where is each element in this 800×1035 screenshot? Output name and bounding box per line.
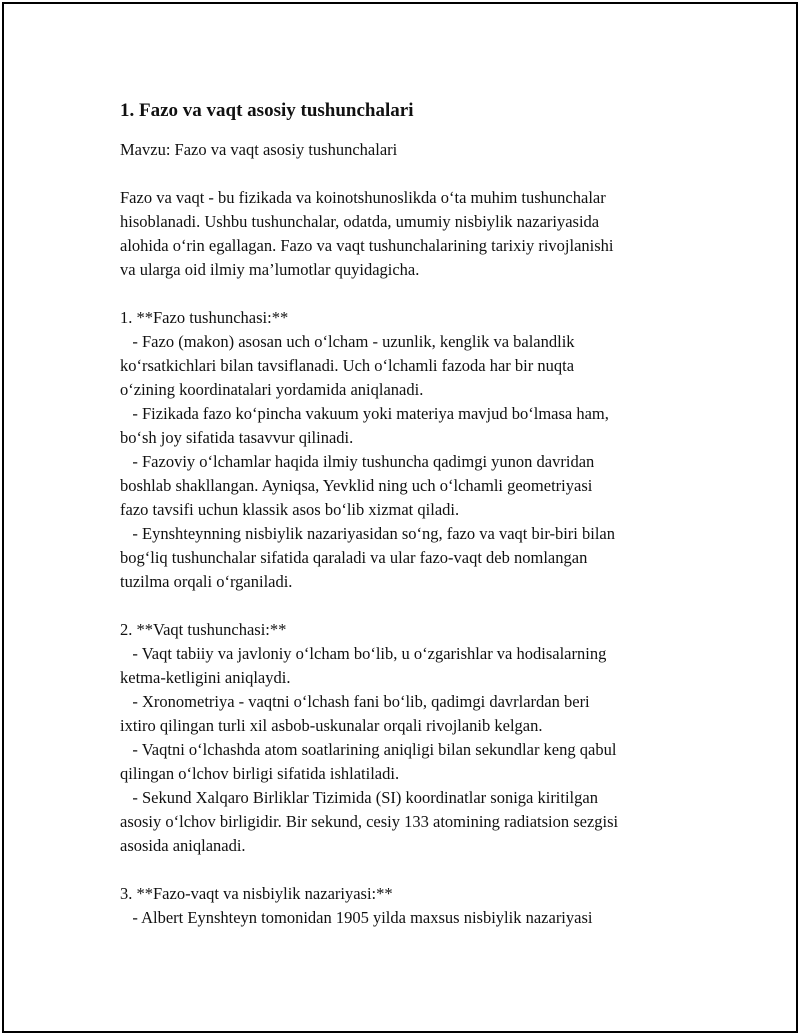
intro-paragraph xyxy=(120,186,680,282)
section-heading: 3. **Fazo-vaqt va nisbiylik nazariyasi:** xyxy=(120,884,393,903)
text-line: boshlab shakllangan. Ayniqsa, Yevklid ning uch o‘lchamli geometriyasi xyxy=(120,476,593,495)
text-line: - Fazo (makon) asosan uch o‘lcham - uzunlik, kenglik va balandlik xyxy=(120,332,575,351)
page-title: 1. Fazo va vaqt asosiy tushunchalari xyxy=(120,100,414,121)
text-line: qilingan o‘lchov birligi sifatida ishlatiladi. xyxy=(120,764,400,783)
document-body xyxy=(120,99,680,930)
page-frame xyxy=(2,2,798,1033)
text-line: - Vaqt tabiiy va javloniy o‘lcham bo‘lib, u o‘zgarishlar va hodisalarning xyxy=(120,644,607,663)
text-line: bog‘liq tushunchalar sifatida qaraladi va ular fazo-vaqt deb nomlangan xyxy=(120,548,588,567)
text-line: Fazo va vaqt - bu fizikada va koinotshunoslikda o‘ta muhim tushunchalar xyxy=(120,188,606,207)
text-line: ixtiro qilingan turli xil asbob-uskunalar orqali rivojlanib kelgan. xyxy=(120,716,543,735)
section-heading: 1. **Fazo tushunchasi:** xyxy=(120,308,289,327)
text-line: - Sekund Xalqaro Birliklar Tizimida (SI) koordinatlar soniga kiritilgan xyxy=(120,788,598,807)
text-line: alohida o‘rin egallagan. Fazo va vaqt tushunchalarining tarixiy rivojlanishi xyxy=(120,236,614,255)
text-line: asosida aniqlanadi. xyxy=(120,836,246,855)
section-time-concept xyxy=(120,618,680,858)
text-line: fazo tavsifi uchun klassik asos bo‘lib xizmat qiladi. xyxy=(120,500,460,519)
section-heading: 2. **Vaqt tushunchasi:** xyxy=(120,620,287,639)
text-line: - Fazoviy o‘lchamlar haqida ilmiy tushuncha qadimgi yunon davridan xyxy=(120,452,595,471)
section-spacetime-relativity xyxy=(120,882,680,930)
text-line: - Xronometriya - vaqtni o‘lchash fani bo‘lib, qadimgi davrlardan beri xyxy=(120,692,590,711)
text-line: ko‘rsatkichlari bilan tavsiflanadi. Uch o‘lchamli fazoda har bir nuqta xyxy=(120,356,575,375)
text-line: - Fizikada fazo ko‘pincha vakuum yoki materiya mavjud bo‘lmasa ham, xyxy=(120,404,609,423)
section-space-concept xyxy=(120,306,680,594)
text-line: ketma-ketligini aniqlaydi. xyxy=(120,668,291,687)
text-line: - Eynshteynning nisbiylik nazariyasidan so‘ng, fazo va vaqt bir-biri bilan xyxy=(120,524,616,543)
text-line: - Albert Eynshteyn tomonidan 1905 yilda maxsus nisbiylik nazariyasi xyxy=(120,908,593,927)
text-line: - Vaqtni o‘lchashda atom soatlarining aniqligi bilan sekundlar keng qabul xyxy=(120,740,617,759)
text-line: tuzilma orqali o‘rganiladi. xyxy=(120,572,293,591)
text-line: hisoblanadi. Ushbu tushunchalar, odatda, umumiy nisbiylik nazariyasida xyxy=(120,212,600,231)
text-line: asosiy o‘lchov birligidir. Bir sekund, cesiy 133 atomining radiatsion sezgisi xyxy=(120,812,619,831)
text-line: o‘zining koordinatalari yordamida aniqlanadi. xyxy=(120,380,424,399)
document-subtitle: Mavzu: Fazo va vaqt asosiy tushunchalari xyxy=(120,140,398,159)
text-line: va ularga oid ilmiy ma’lumotlar quyidagicha. xyxy=(120,260,420,279)
text-line: bo‘sh joy sifatida tasavvur qilinadi. xyxy=(120,428,354,447)
